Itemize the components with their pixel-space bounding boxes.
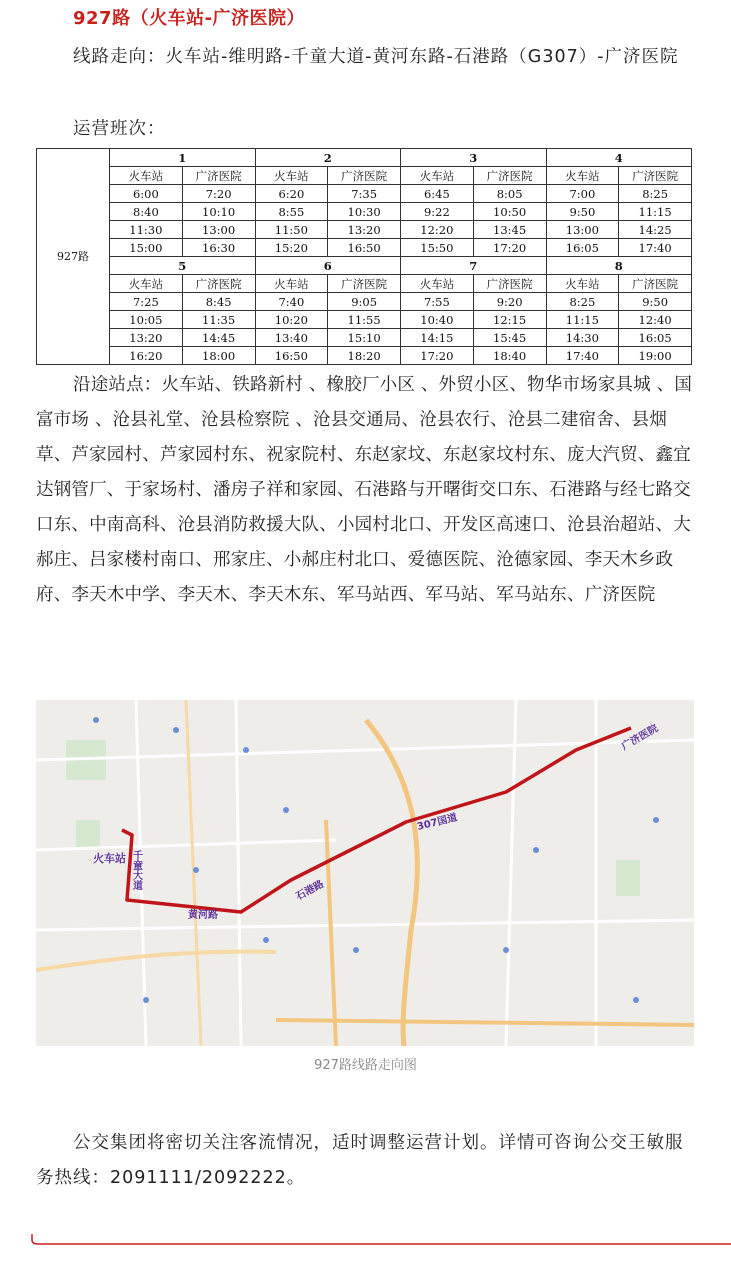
timetable-time-cell: 14:30 [546, 329, 619, 347]
route-map-graphic [36, 700, 694, 1046]
timetable-time-cell: 15:00 [110, 239, 183, 257]
timetable-header-cell: 广济医院 [619, 275, 692, 293]
timetable-time-cell: 13:00 [546, 221, 619, 239]
timetable-time-cell: 16:30 [182, 239, 255, 257]
map-caption: 927路线路走向图 [314, 1058, 417, 1073]
timetable-time-cell: 7:00 [546, 185, 619, 203]
timetable-time-cell: 16:05 [619, 329, 692, 347]
map-label-hospital: 广济医院 [620, 723, 661, 753]
timetable-time-cell: 8:05 [473, 185, 546, 203]
timetable-row [37, 185, 692, 203]
timetable-time-cell: 15:10 [328, 329, 401, 347]
timetable-time-cell: 10:05 [110, 311, 183, 329]
timetable-time-cell: 14:15 [401, 329, 474, 347]
timetable-time-cell: 17:40 [619, 239, 692, 257]
timetable-time-cell: 19:00 [619, 347, 692, 365]
schedule-label: 运营班次： [73, 119, 166, 139]
map-label-shigang: 石港路 [294, 878, 326, 903]
timetable-header-cell: 广济医院 [473, 167, 546, 185]
timetable-route-cell: 927路 [37, 149, 110, 365]
timetable-header-cell: 广济医院 [473, 275, 546, 293]
timetable-header-cell: 火车站 [546, 275, 619, 293]
timetable-row [37, 329, 692, 347]
timetable-time-cell: 13:45 [473, 221, 546, 239]
timetable-time-cell: 8:55 [255, 203, 328, 221]
footer-divider [30, 1234, 731, 1248]
timetable-time-cell: 17:20 [473, 239, 546, 257]
timetable-time-cell: 7:55 [401, 293, 474, 311]
timetable-time-cell: 6:00 [110, 185, 183, 203]
map-label-huanghe: 黄河路 [188, 910, 218, 921]
timetable-group-row [37, 257, 692, 275]
timetable-row [37, 203, 692, 221]
timetable-group-number: 4 [546, 149, 692, 167]
timetable-time-cell: 11:35 [182, 311, 255, 329]
timetable-time-cell: 18:40 [473, 347, 546, 365]
timetable-header-cell: 广济医院 [182, 275, 255, 293]
timetable-time-cell: 14:25 [619, 221, 692, 239]
timetable-time-cell: 10:50 [473, 203, 546, 221]
timetable-header-cell: 火车站 [546, 167, 619, 185]
timetable-time-cell: 16:50 [255, 347, 328, 365]
notice-text: 公交集团将密切关注客流情况，适时调整运营计划。详情可咨询公交王敏服务热线：2091111/2092222。 [36, 1133, 684, 1188]
timetable-time-cell: 11:15 [619, 203, 692, 221]
timetable-time-cell: 13:40 [255, 329, 328, 347]
timetable-time-cell: 10:10 [182, 203, 255, 221]
timetable-time-cell: 15:20 [255, 239, 328, 257]
timetable-time-cell: 16:50 [328, 239, 401, 257]
timetable-time-cell: 17:40 [546, 347, 619, 365]
timetable-header-cell: 火车站 [401, 275, 474, 293]
timetable-time-cell: 7:35 [328, 185, 401, 203]
timetable-time-cell: 9:50 [546, 203, 619, 221]
timetable-header-cell: 火车站 [110, 167, 183, 185]
timetable-header-cell: 广济医院 [328, 167, 401, 185]
timetable-time-cell: 15:50 [401, 239, 474, 257]
timetable-time-cell: 13:00 [182, 221, 255, 239]
timetable-row [37, 311, 692, 329]
timetable-time-cell: 17:20 [401, 347, 474, 365]
timetable-time-cell: 15:45 [473, 329, 546, 347]
timetable-header-cell: 广济医院 [182, 167, 255, 185]
timetable-time-cell: 9:05 [328, 293, 401, 311]
timetable-time-cell: 12:15 [473, 311, 546, 329]
timetable-header-cell: 火车站 [255, 275, 328, 293]
timetable-time-cell: 11:30 [110, 221, 183, 239]
timetable-time-cell: 14:45 [182, 329, 255, 347]
timetable-group-number: 3 [401, 149, 547, 167]
stops-list: 沿途站点：火车站、铁路新村 、橡胶厂小区 、外贸小区、物华市场家具城 、国富市场 、沧县礼堂、沧县检察院 、沧县交通局、沧县农行、沧县二建宿舍、县烟草、芦家园村、芦家园村东、祝家院村、东赵家坟、东赵家坟村东、庞大汽贸、鑫宜达钢管厂、于家场村、潘房子祥和家园、石港路与开曙街交口东、石港路与经七路交口东、中南高科、沧县消防救援大队、小园村北口、开发区高速口、沧县治超站、大郝庄、吕家楼村南口、邢家庄、小郝庄村北口、爱德医院、沧德家园、李天木乡政府、李天木中学、李天木、李天木东、军马站西、军马站、军马站东、广济医院 [36, 375, 693, 605]
timetable-group-number: 7 [401, 257, 547, 275]
timetable-header-cell: 广济医院 [619, 167, 692, 185]
timetable-time-cell: 11:50 [255, 221, 328, 239]
timetable-time-cell: 10:40 [401, 311, 474, 329]
timetable-time-cell: 8:25 [619, 185, 692, 203]
timetable-group-number: 1 [110, 149, 256, 167]
timetable-time-cell: 13:20 [328, 221, 401, 239]
route-map [36, 700, 694, 1046]
timetable-time-cell: 18:00 [182, 347, 255, 365]
timetable-time-cell: 7:40 [255, 293, 328, 311]
timetable-header-cell: 广济医院 [328, 275, 401, 293]
timetable-header-row [37, 167, 692, 185]
timetable [36, 148, 692, 365]
timetable-time-cell: 10:30 [328, 203, 401, 221]
timetable-header-row [37, 275, 692, 293]
timetable-group-number: 2 [255, 149, 401, 167]
timetable-time-cell: 8:45 [182, 293, 255, 311]
timetable-time-cell: 6:20 [255, 185, 328, 203]
timetable-header-cell: 火车站 [401, 167, 474, 185]
timetable-time-cell: 6:45 [401, 185, 474, 203]
timetable-header-cell: 火车站 [255, 167, 328, 185]
timetable-time-cell: 12:40 [619, 311, 692, 329]
timetable-group-number: 6 [255, 257, 401, 275]
timetable-group-number: 8 [546, 257, 692, 275]
timetable-header-cell: 火车站 [110, 275, 183, 293]
timetable-time-cell: 9:20 [473, 293, 546, 311]
timetable-time-cell: 11:15 [546, 311, 619, 329]
timetable-time-cell: 8:40 [110, 203, 183, 221]
park-area [616, 860, 640, 896]
timetable-time-cell: 13:20 [110, 329, 183, 347]
timetable-time-cell: 8:25 [546, 293, 619, 311]
timetable-row [37, 239, 692, 257]
timetable-group-number: 5 [110, 257, 256, 275]
park-area [76, 820, 100, 848]
timetable-time-cell: 9:22 [401, 203, 474, 221]
timetable-group-row [37, 149, 692, 167]
route-direction: 线路走向：火车站-维明路-千童大道-黄河东路-石港路（G307）-广济医院 [73, 47, 679, 67]
timetable-time-cell: 16:05 [546, 239, 619, 257]
timetable-time-cell: 12:20 [401, 221, 474, 239]
map-label-station: 火车站 [93, 852, 126, 865]
timetable-row [37, 221, 692, 239]
timetable-time-cell: 9:50 [619, 293, 692, 311]
timetable-time-cell: 18:20 [328, 347, 401, 365]
timetable-time-cell: 10:20 [255, 311, 328, 329]
timetable-time-cell: 7:25 [110, 293, 183, 311]
map-label-g307: 307国道 [416, 812, 459, 833]
map-label-qiantong: 千童大道 [130, 850, 142, 890]
timetable-time-cell: 11:55 [328, 311, 401, 329]
timetable-row [37, 293, 692, 311]
timetable-time-cell: 7:20 [182, 185, 255, 203]
page-title: 927路（火车站-广济医院） [73, 8, 306, 29]
timetable-row [37, 347, 692, 365]
timetable-time-cell: 16:20 [110, 347, 183, 365]
